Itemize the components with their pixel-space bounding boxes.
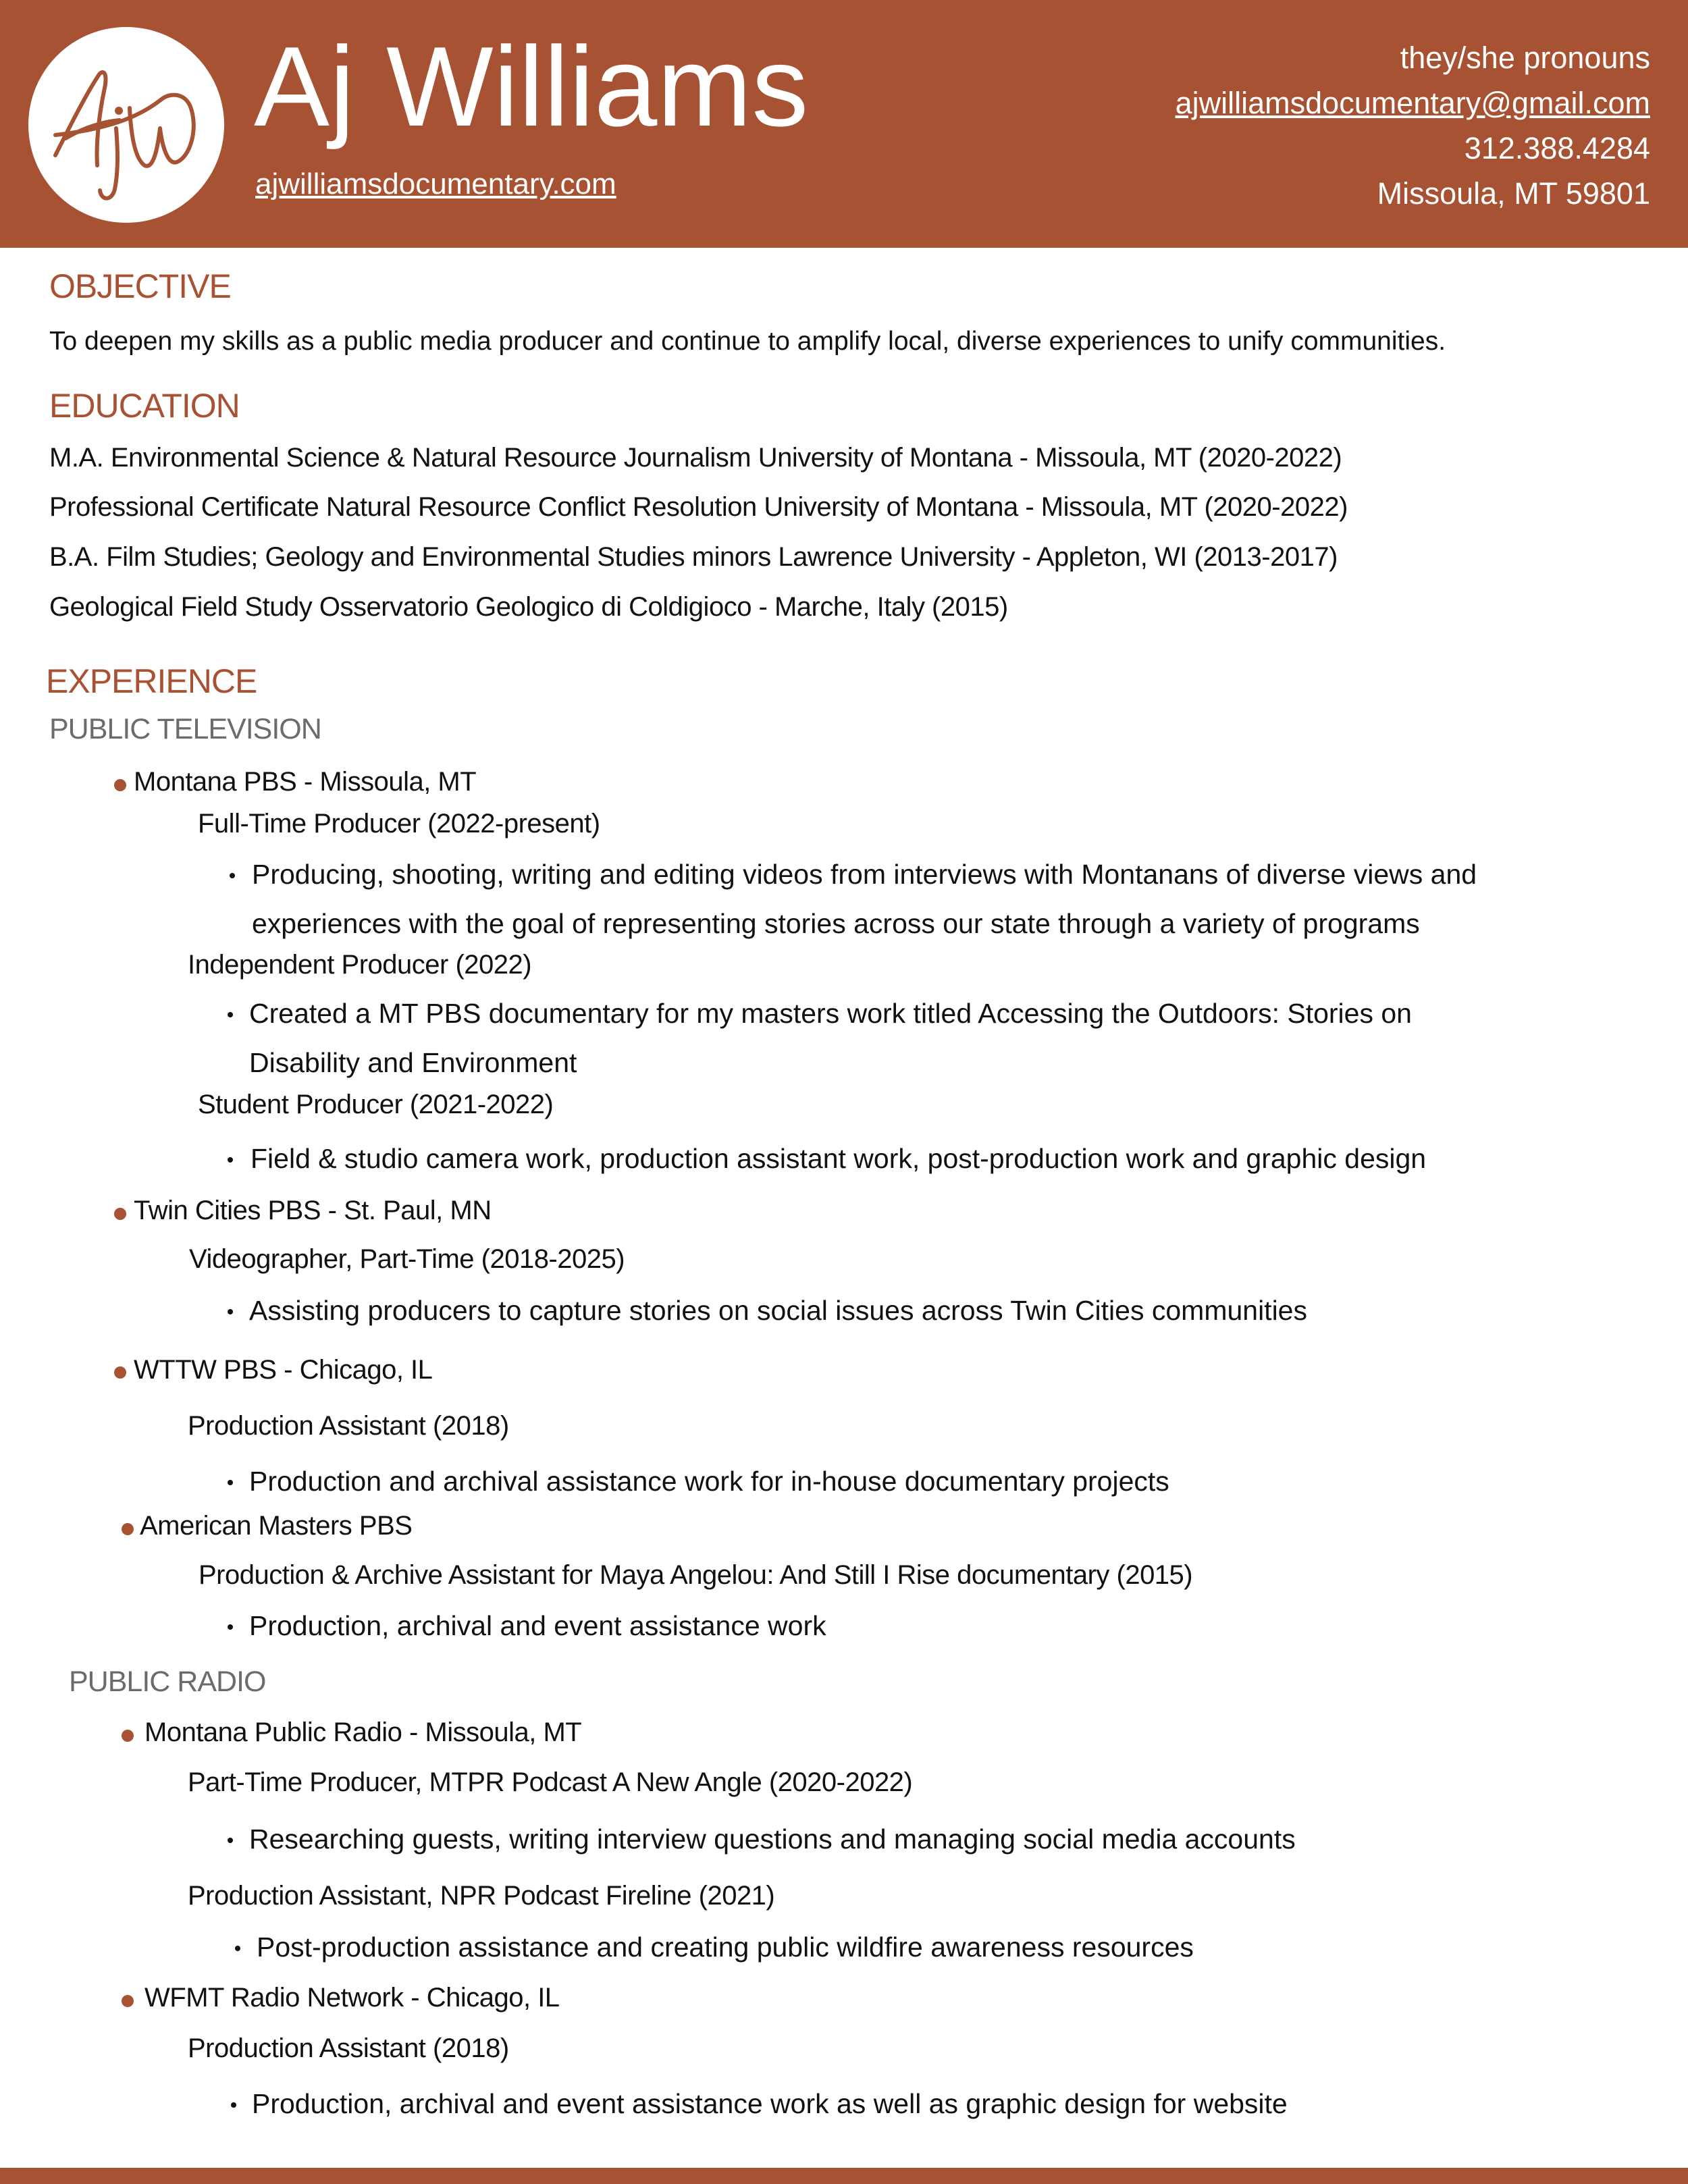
org-montana-pbs: Montana PBS - Missoula, MT — [134, 767, 477, 797]
bullet-dot — [228, 1309, 233, 1314]
experience-heading: EXPERIENCE — [46, 662, 257, 700]
org-american-masters: American Masters PBS — [140, 1511, 413, 1541]
org-montana-public-radio: Montana Public Radio - Missoula, MT — [144, 1717, 582, 1747]
role-title: Production Assistant (2018) — [188, 1411, 509, 1441]
phone-number: 312.388.4284 — [1464, 131, 1650, 165]
bullet-text: Assisting producers to capture stories on social issues across Twin Cities communities — [249, 1295, 1307, 1326]
role-title: Part-Time Producer, MTPR Podcast A New Angle (2020-2022) — [188, 1767, 913, 1797]
email-link[interactable]: ajwilliamsdocumentary@gmail.com — [1175, 86, 1650, 120]
bullet-text: Production, archival and event assistance work as well as graphic design for website — [252, 2088, 1288, 2119]
org-twin-cities-pbs: Twin Cities PBS - St. Paul, MN — [134, 1196, 492, 1225]
education-item: Professional Certificate Natural Resource Conflict Resolution University of Montana - Missoula, MT (2020-2022) — [49, 492, 1348, 522]
org-bullet-dot — [114, 1366, 126, 1379]
bullet-text-cont: Disability and Environment — [249, 1047, 577, 1078]
bullet-dot — [228, 1624, 233, 1630]
bullet-dot — [228, 1157, 233, 1163]
location: Missoula, MT 59801 — [1377, 176, 1650, 211]
role-title: Independent Producer (2022) — [188, 950, 532, 980]
monogram-logo — [28, 27, 224, 223]
bullet-dot — [231, 2102, 236, 2108]
org-wfmt-radio-network: WFMT Radio Network - Chicago, IL — [144, 1983, 560, 2013]
bullet-text: Production, archival and event assistance work — [249, 1610, 826, 1641]
bullet-text: Field & studio camera work, production assistant work, post-production work and graphic design — [250, 1143, 1427, 1174]
org-bullet-dot — [114, 1208, 126, 1220]
education-item: B.A. Film Studies; Geology and Environmental Studies minors Lawrence University - Appleton, WI (2013-2017) — [49, 542, 1338, 572]
candidate-name: Aj Williams — [254, 23, 809, 150]
bullet-dot — [230, 873, 235, 878]
org-bullet-dot — [114, 779, 126, 791]
contact-block — [1176, 35, 1650, 216]
bullet-dot — [235, 1946, 240, 1951]
bullet-text: Production and archival assistance work for in-house documentary projects — [249, 1466, 1169, 1497]
org-bullet-dot — [122, 1995, 134, 2007]
bullet-dot — [228, 1838, 233, 1843]
role-title: Production Assistant (2018) — [188, 2033, 509, 2063]
bullet-text: Researching guests, writing interview questions and managing social media accounts — [249, 1823, 1296, 1855]
bullet-dot — [228, 1480, 233, 1485]
header-banner — [0, 0, 1688, 248]
org-wttw-pbs: WTTW PBS - Chicago, IL — [134, 1355, 433, 1385]
bullet-text: Producing, shooting, writing and editing videos from interviews with Montanans of diverse views and — [252, 859, 1477, 890]
monogram-signature-icon — [28, 27, 224, 223]
public-television-heading: PUBLIC TELEVISION — [49, 713, 321, 745]
bullet-text-cont: experiences with the goal of representing stories across our state through a variety of programs — [252, 908, 1420, 939]
bullet-dot — [228, 1012, 233, 1017]
public-radio-heading: PUBLIC RADIO — [69, 1666, 266, 1698]
org-bullet-dot — [122, 1730, 134, 1742]
org-bullet-dot — [122, 1523, 134, 1535]
education-item: M.A. Environmental Science & Natural Resource Journalism University of Montana - Missoula, MT (2020-2022) — [49, 443, 1342, 473]
objective-text: To deepen my skills as a public media producer and continue to amplify local, diverse experiences to unify communities. — [49, 327, 1446, 356]
role-title: Full-Time Producer (2022-present) — [198, 809, 600, 838]
role-title: Production Assistant, NPR Podcast Fireline (2021) — [188, 1881, 775, 1911]
education-item: Geological Field Study Osservatorio Geologico di Coldigioco - Marche, Italy (2015) — [49, 592, 1008, 622]
objective-heading: OBJECTIVE — [49, 267, 231, 305]
pronouns: they/she pronouns — [1400, 41, 1650, 75]
education-heading: EDUCATION — [49, 387, 240, 425]
bullet-text: Created a MT PBS documentary for my masters work titled Accessing the Outdoors: Stories on — [249, 998, 1412, 1029]
bullet-text: Post-production assistance and creating public wildfire awareness resources — [257, 1932, 1194, 1963]
website-link[interactable]: ajwilliamsdocumentary.com — [255, 167, 616, 201]
role-title: Videographer, Part-Time (2018-2025) — [189, 1244, 625, 1274]
footer-bar — [0, 2168, 1688, 2184]
role-title: Production & Archive Assistant for Maya Angelou: And Still I Rise documentary (2015) — [199, 1560, 1193, 1590]
role-title: Student Producer (2021-2022) — [198, 1090, 554, 1119]
